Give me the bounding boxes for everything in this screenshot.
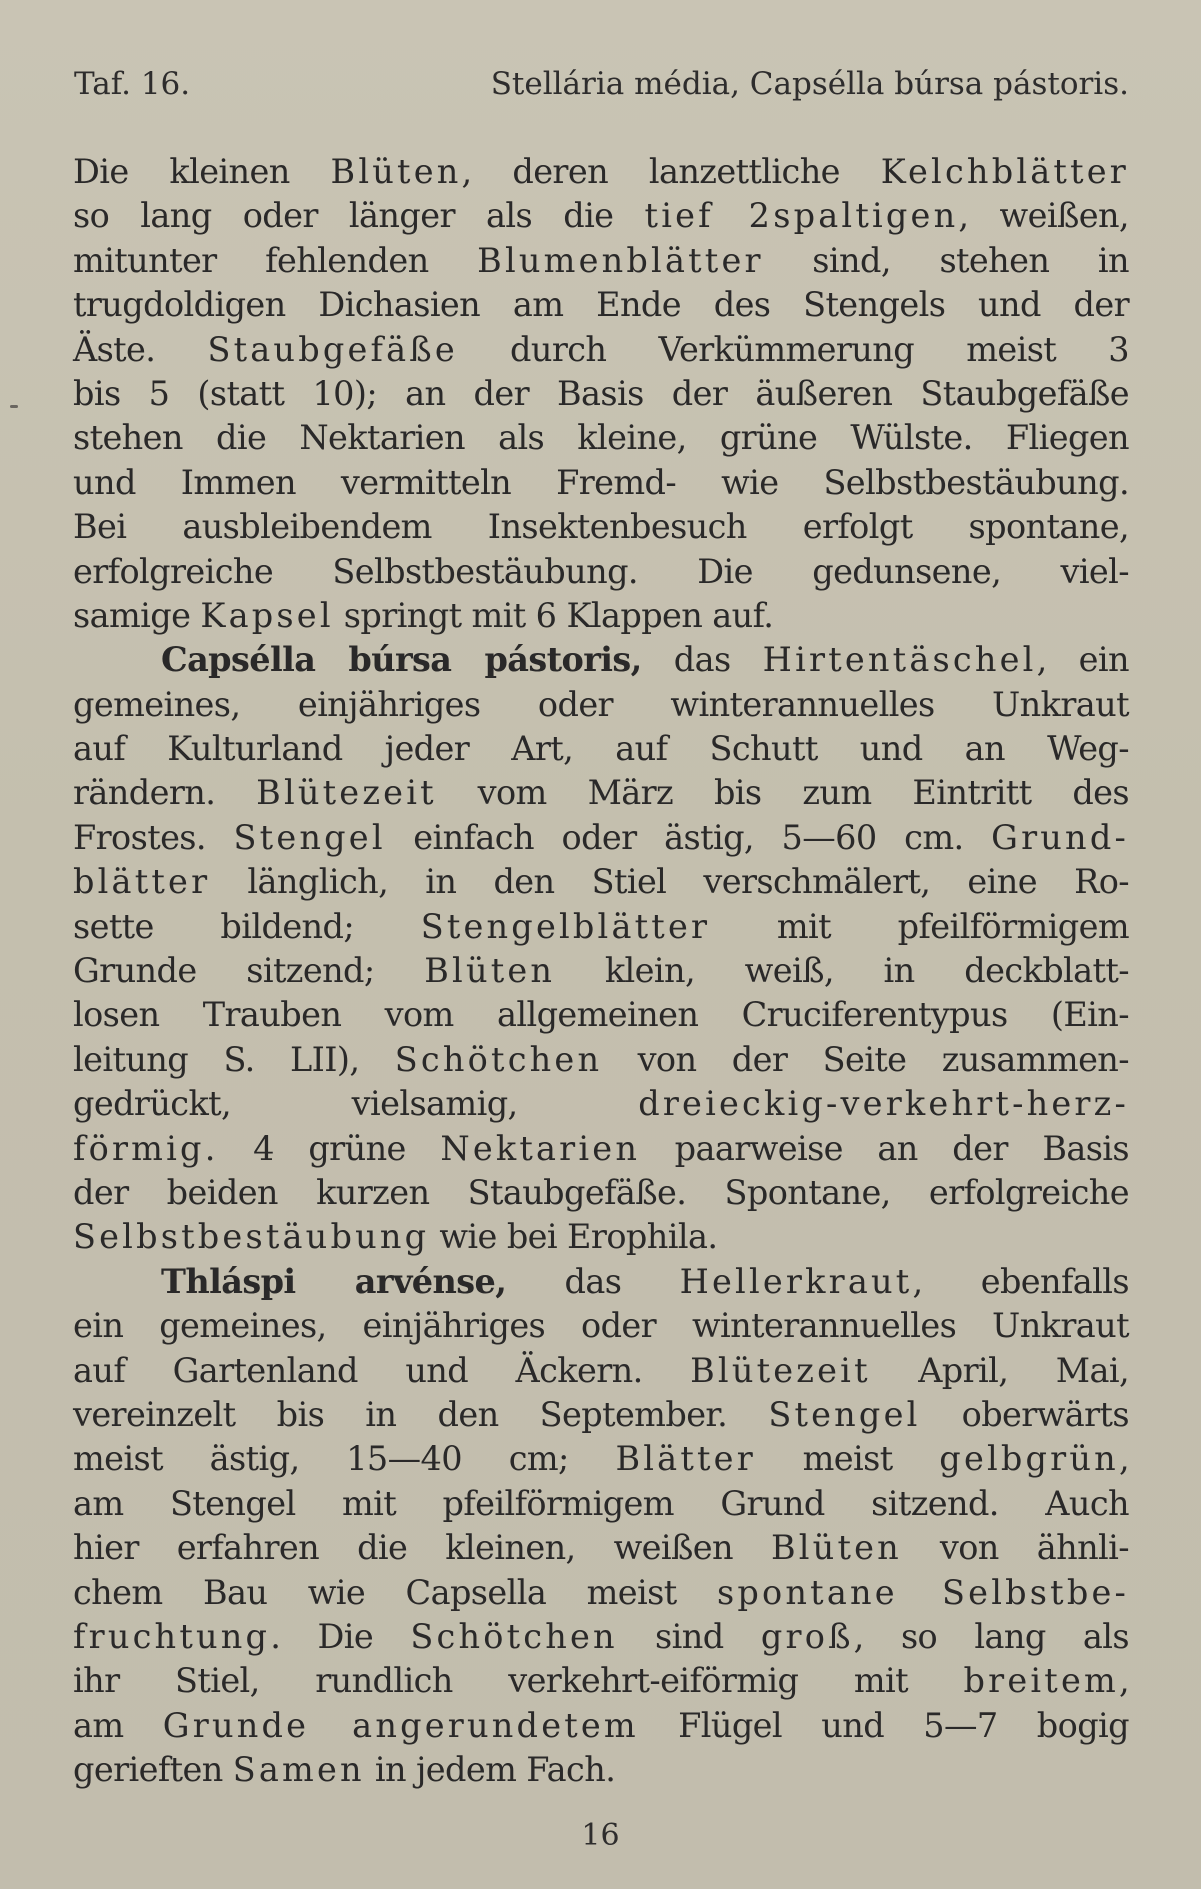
text-run: gemeines, einjähriges oder winterannuelles Unkraut xyxy=(73,684,1129,724)
text-run: gerieften xyxy=(73,1750,233,1790)
text-line xyxy=(73,150,1129,194)
text-line xyxy=(73,1615,1129,1659)
text-run: stehen die Nektarien als kleine, grüne Wülste. Fliegen xyxy=(73,418,1129,458)
species-heading: Stellária média, Capsélla búrsa pástoris. xyxy=(490,66,1129,102)
text-line xyxy=(73,1704,1129,1748)
text-run: , deren lanzettliche xyxy=(461,152,881,191)
text-run: , xyxy=(1118,1661,1129,1701)
text-line xyxy=(73,1082,1129,1126)
text-run: sette bildend; xyxy=(73,906,421,946)
text-run: erfolgreiche Selbstbestäubung. Die gedunsene, viel- xyxy=(73,551,1129,591)
text-line xyxy=(73,594,1129,638)
text-run: mitunter fehlenden xyxy=(73,240,478,280)
text-run: bis 5 (statt 10); an der Basis der äußeren Staubgefäße xyxy=(73,373,1129,413)
spaced-term: Blüten xyxy=(330,152,462,191)
text-run: , so lang als xyxy=(853,1616,1129,1656)
text-run: von der Seite zusammen- xyxy=(602,1039,1129,1079)
spaced-term: Schötchen xyxy=(410,1616,618,1656)
text-line xyxy=(73,993,1129,1037)
text-run: vereinzelt bis in den September. xyxy=(73,1394,769,1434)
spaced-term: tief 2spaltigen xyxy=(644,196,959,236)
text-line xyxy=(73,505,1129,549)
bold-term: Capsélla búrsa pástoris, xyxy=(161,640,642,680)
spaced-term: Kapsel xyxy=(200,595,334,635)
bold-term: Thláspi arvénse, xyxy=(161,1261,507,1301)
spaced-term: förmig. xyxy=(73,1128,219,1168)
spaced-term: Blumenblätter xyxy=(477,240,764,280)
text-run: am Stengel mit pfeilförmigem Grund sitzend. Auch xyxy=(73,1483,1129,1523)
text-run: trugdoldigen Dichasien am Ende des Stengels und der xyxy=(73,285,1129,325)
spaced-term: Hellerkraut xyxy=(679,1261,913,1301)
text-run: ihr Stiel, rundlich verkehrt-eiförmig mit xyxy=(73,1661,964,1701)
text-run: oberwärts xyxy=(920,1394,1129,1434)
text-run: länglich, in den Stiel verschmälert, eine Ro- xyxy=(210,862,1129,902)
text-run: am xyxy=(73,1705,163,1745)
text-line xyxy=(73,239,1129,283)
text-run: durch Verkümmerung meist 3 xyxy=(457,329,1129,369)
text-run: ein gemeines, einjähriges oder winterannuelles Unkraut xyxy=(73,1306,1129,1346)
text-run: , weißen, xyxy=(958,196,1129,236)
text-run: , ebenfalls xyxy=(912,1261,1130,1301)
text-line xyxy=(73,416,1129,460)
spaced-term: Grunde angerundetem xyxy=(162,1705,639,1745)
text-run: wie bei Erophila. xyxy=(429,1217,718,1257)
text-line xyxy=(73,461,1129,505)
text-line xyxy=(73,1571,1129,1615)
paragraph xyxy=(73,150,1129,638)
text-line xyxy=(73,1215,1129,1259)
text-run: und Immen vermitteln Fremd- wie Selbstbestäubung. xyxy=(73,462,1129,502)
text-run: Die kleinen xyxy=(73,152,331,191)
page-number: 16 xyxy=(581,1818,620,1853)
spaced-term: dreieckig-verkehrt-herz- xyxy=(638,1084,1129,1124)
spaced-term: Samen xyxy=(232,1750,365,1790)
spaced-term: Blütezeit xyxy=(256,773,437,813)
text-run: losen Trauben vom allgemeinen Cruciferentypus (Ein- xyxy=(73,995,1129,1035)
paper-speck xyxy=(10,405,18,408)
text-line xyxy=(73,816,1129,860)
text-line xyxy=(73,1482,1129,1526)
text-run: das xyxy=(641,640,763,680)
text-run: das xyxy=(506,1261,680,1301)
text-line xyxy=(73,1260,1129,1304)
spaced-term: Nektarien xyxy=(440,1128,641,1168)
text-run: 4 grüne xyxy=(218,1128,441,1168)
spaced-term: Blüten xyxy=(424,951,556,991)
text-line xyxy=(73,860,1129,904)
text-run: Äste. xyxy=(73,329,208,369)
text-run: einfach oder ästig, 5—60 cm. xyxy=(385,817,992,857)
spaced-term: Stengel xyxy=(768,1394,921,1434)
text-run: Frostes. xyxy=(73,817,234,857)
text-run: , xyxy=(1118,1439,1129,1479)
text-run: April, Mai, xyxy=(870,1350,1129,1390)
text-line xyxy=(73,1349,1129,1393)
text-line xyxy=(73,1526,1129,1570)
spaced-term: Grund- xyxy=(991,817,1129,857)
text-line xyxy=(73,1304,1129,1348)
text-run: leitung S. LII), xyxy=(73,1039,395,1079)
text-run: von ähnli- xyxy=(901,1528,1129,1568)
spaced-term: groß xyxy=(760,1616,854,1656)
text-line xyxy=(73,727,1129,771)
spaced-term: blätter xyxy=(73,862,211,902)
text-run: auf Kulturland jeder Art, auf Schutt und an Weg- xyxy=(73,729,1129,769)
spaced-term: breitem xyxy=(963,1661,1119,1701)
text-line xyxy=(73,1393,1129,1437)
text-line xyxy=(73,1038,1129,1082)
text-run: so lang oder länger als die xyxy=(73,196,645,236)
spaced-term: spontane Selbstbe- xyxy=(717,1572,1130,1612)
text-line xyxy=(73,683,1129,727)
spaced-term: Blüten xyxy=(770,1528,902,1568)
text-run: hier erfahren die kleinen, weißen xyxy=(73,1528,771,1568)
plate-number: Taf. 16. xyxy=(74,66,191,102)
text-run: Bei ausbleibendem Insektenbesuch erfolgt spontane, xyxy=(73,507,1129,547)
text-run: meist ästig, 15—40 cm; xyxy=(73,1439,616,1479)
paragraph xyxy=(73,1260,1129,1793)
spaced-term: Kelchblätter xyxy=(880,152,1129,191)
running-header xyxy=(74,66,1129,116)
body-text xyxy=(73,150,1129,1792)
text-run: auf Gartenland und Äckern. xyxy=(73,1350,691,1390)
text-line xyxy=(73,372,1129,416)
spaced-term: Stengel xyxy=(233,817,386,857)
paragraph xyxy=(73,638,1129,1259)
text-line xyxy=(73,194,1129,238)
text-line xyxy=(73,1748,1129,1792)
text-line xyxy=(73,771,1129,815)
text-run: rändern. xyxy=(73,773,257,813)
spaced-term: gelbgrün xyxy=(939,1439,1119,1479)
text-run: meist xyxy=(755,1439,940,1479)
text-line xyxy=(73,949,1129,993)
text-run: in jedem Fach. xyxy=(364,1750,616,1790)
text-run: klein, weiß, in deckblatt- xyxy=(555,951,1129,991)
text-run: , ein xyxy=(1036,640,1129,680)
text-line xyxy=(73,283,1129,327)
text-line xyxy=(73,1437,1129,1481)
text-run: gedrückt, vielsamig, xyxy=(73,1084,639,1124)
text-line xyxy=(73,328,1129,372)
spaced-term: fruchtung xyxy=(73,1616,271,1656)
text-run: paarweise an der Basis xyxy=(640,1128,1130,1168)
text-run: . Die xyxy=(270,1616,411,1656)
text-run: sind, stehen in xyxy=(763,240,1129,280)
text-line xyxy=(73,905,1129,949)
text-line xyxy=(73,638,1129,682)
text-line xyxy=(73,1659,1129,1703)
text-run: Grunde sitzend; xyxy=(73,951,425,991)
text-run: samige xyxy=(73,595,201,635)
text-line xyxy=(73,1171,1129,1215)
spaced-term: Schötchen xyxy=(394,1039,603,1079)
spaced-term: Staubgefäße xyxy=(207,329,458,369)
text-run: sind xyxy=(617,1616,761,1656)
spaced-term: Blätter xyxy=(615,1439,756,1479)
spaced-term: Selbstbestäubung xyxy=(73,1217,430,1257)
spaced-term: Stengelblätter xyxy=(420,906,711,946)
spaced-term: Blütezeit xyxy=(690,1350,871,1390)
text-line xyxy=(73,550,1129,594)
text-run: mit pfeilförmigem xyxy=(710,906,1129,946)
text-run: chem Bau wie Capsella meist xyxy=(73,1572,717,1612)
text-line xyxy=(73,1127,1129,1171)
text-run: springt mit 6 Klappen auf. xyxy=(333,595,774,635)
text-run: Flügel und 5—7 bogig xyxy=(638,1705,1130,1745)
spaced-term: Hirtentäschel xyxy=(762,640,1037,680)
text-run: vom März bis zum Eintritt des xyxy=(436,773,1129,813)
text-run: der beiden kurzen Staubgefäße. Spontane, erfolgreiche xyxy=(73,1172,1129,1212)
